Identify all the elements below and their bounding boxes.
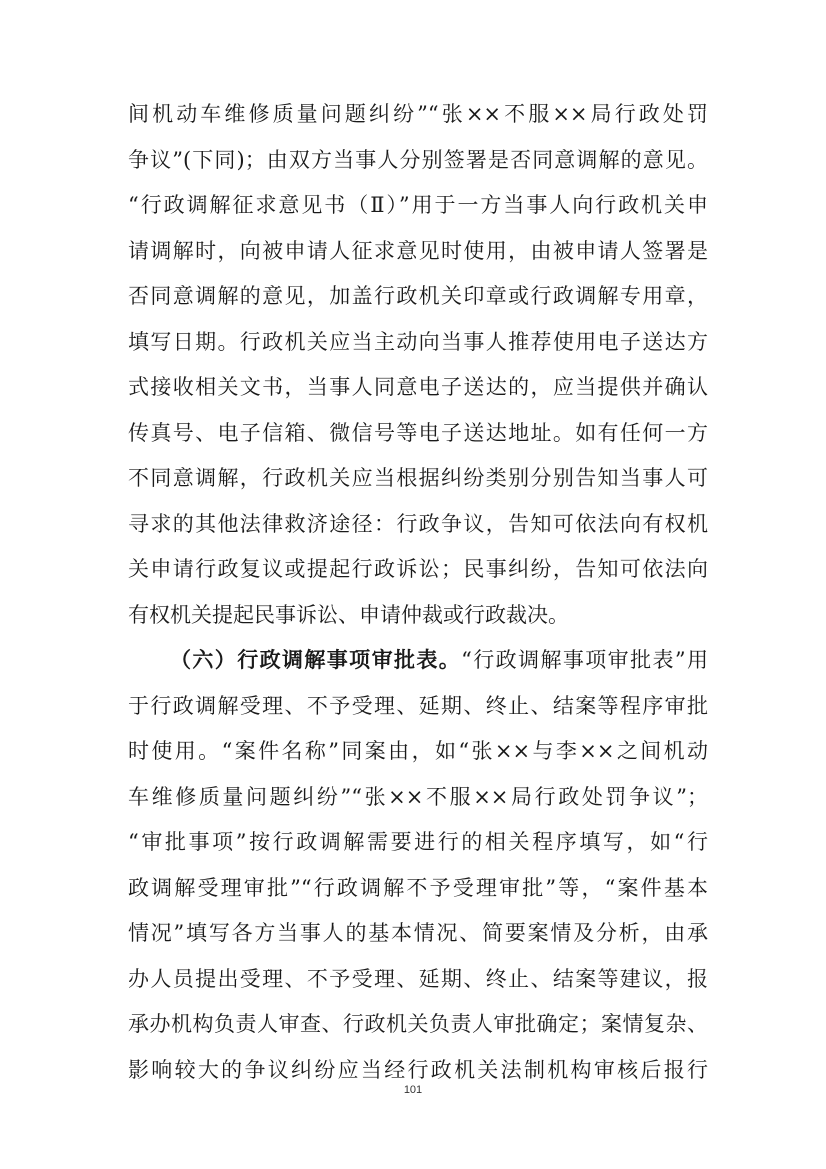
text-line: 影响较大的争议纠纷应当经行政机关法制机构审核后报行 xyxy=(128,1057,708,1082)
text-line: 式接收相关文书，当事人同意电子送达的，应当提供并确认 xyxy=(128,375,708,399)
text-line: “行政调解征求意见书（Ⅱ）”用于一方当事人向行政机关申 xyxy=(128,193,708,217)
text-line: 填写日期。行政机关应当主动向当事人推荐使用电子送达方 xyxy=(128,329,708,354)
text-line: 承办机构负责人审查、行政机关负责人审批确定；案情复杂、 xyxy=(128,1012,708,1036)
text-line: “审批事项”按行政调解需要进行的相关程序填写，如“行 xyxy=(128,830,708,854)
text-line: 请调解时，向被申请人征求意见时使用，由被申请人签署是 xyxy=(128,238,708,263)
text-line: 车维修质量问题纠纷”“张××不服××局行政处罚争议”； xyxy=(128,784,708,809)
text-line: 间机动车维修质量问题纠纷”“张××不服××局行政处罚 xyxy=(128,102,708,126)
text-line: 争议”(下同)；由双方当事人分别签署是否同意调解的意见。 xyxy=(128,147,708,172)
section-heading: （六）行政调解事项审批表。 xyxy=(170,648,462,672)
text-line: 否同意调解的意见，加盖行政机关印章或行政调解专用章， xyxy=(128,284,708,308)
text-line: 寻求的其他法律救济途径：行政争议，告知可依法向有权机 xyxy=(128,511,708,536)
text-line: 传真号、电子信箱、微信号等电子送达地址。如有任何一方 xyxy=(128,420,708,445)
text-line: 不同意调解，行政机关应当根据纠纷类别分别告知当事人可 xyxy=(128,466,708,490)
section-first-line xyxy=(128,638,708,684)
text-line: 有权机关提起民事诉讼、申请仲裁或行政裁决。 xyxy=(128,602,569,627)
text-line: 情况”填写各方当事人的基本情况、简要案情及分析，由承 xyxy=(128,921,708,945)
section-first-line-text: “行政调解事项审批表”用 xyxy=(461,648,708,672)
page-number: 101 xyxy=(403,1084,423,1096)
text-line: 办人员提出受理、不予受理、延期、终止、结案等建议，报 xyxy=(128,966,708,991)
text-line: 政调解受理审批”“行政调解不予受理审批”等，“案件基本 xyxy=(128,875,708,900)
body-text xyxy=(128,92,708,1093)
text-line: 于行政调解受理、不予受理、延期、终止、结案等程序审批 xyxy=(128,693,708,718)
text-line: 时使用。“案件名称”同案由，如“张××与李××之间机动 xyxy=(128,739,708,763)
text-line: 关申请行政复议或提起行政诉讼；民事纠纷，告知可依法向 xyxy=(128,557,708,581)
